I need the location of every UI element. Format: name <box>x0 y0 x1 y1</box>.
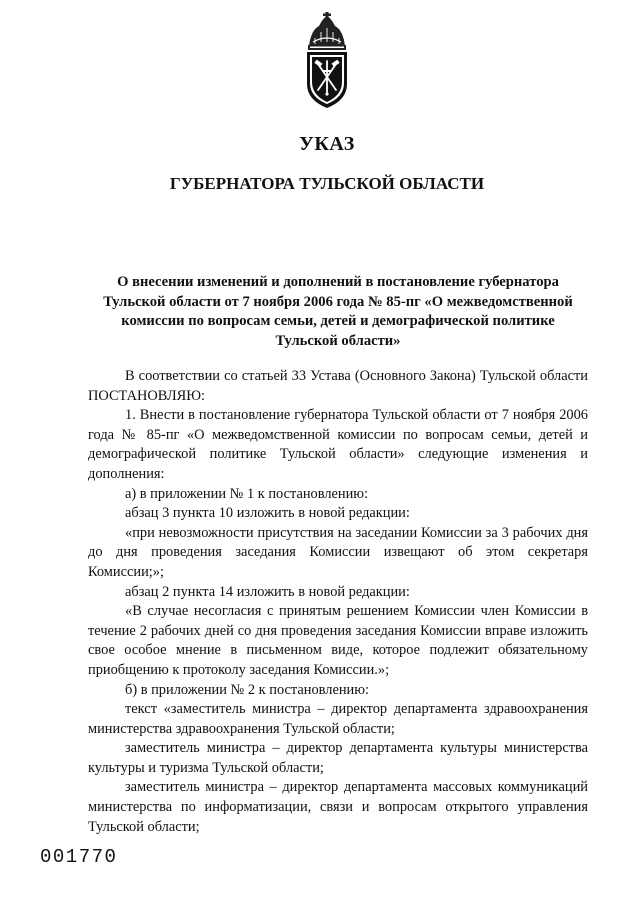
body-paragraph: заместитель министра – директор департамента культуры министерства культуры и туризма Тульской области; <box>88 740 588 776</box>
document-body <box>88 367 588 837</box>
document-heading <box>78 273 598 351</box>
body-paragraph: текст «заместитель министра – директор департамента здравоохранения министерства здравоохранения Тульской области; <box>88 701 588 737</box>
body-paragraph: абзац 3 пункта 10 изложить в новой редакции: <box>125 505 410 522</box>
heading-line: О внесении изменений и дополнений в постановление губернатора <box>117 274 559 290</box>
coat-of-arms-icon <box>301 12 353 110</box>
body-paragraph: абзац 2 пункта 14 изложить в новой редакции: <box>125 583 410 600</box>
heading-line: Тульской области» <box>275 332 401 349</box>
body-paragraph: В соответствии со статьей 33 Устава (Основного Закона) Тульской области ПОСТАНОВЛЯЮ: <box>88 368 588 404</box>
document-subtitle: ГУБЕРНАТОРА ТУЛЬСКОЙ ОБЛАСТИ <box>169 174 485 193</box>
body-paragraph: б) в приложении № 2 к постановлению: <box>125 681 369 698</box>
document-title: УКАЗ <box>299 133 355 155</box>
body-paragraph: «при невозможности присутствия на заседании Комиссии за 3 рабочих дня до дня проведения заседания Комиссии извещают об этом секретаря Комиссии;»; <box>88 524 588 580</box>
serial-number: 001770 <box>40 846 118 868</box>
body-paragraph: 1. Внести в постановление губернатора Тульской области от 7 ноября 2006 года № 85-пг «О межведомственной комиссии по вопросам семьи, детей и демографической политике Тульской области» следующие изменения и дополнения: <box>88 407 588 482</box>
body-paragraph: а) в приложении № 1 к постановлению: <box>125 485 369 502</box>
heading-line: комиссии по вопросам семьи, детей и демографической политике <box>121 313 555 329</box>
body-paragraph: заместитель министра – директор департамента массовых коммуникаций министерства по информатизации, связи и вопросам открытого управления Тульской области; <box>88 779 588 835</box>
heading-line: Тульской области от 7 ноября 2006 года № 85-пг «О межведомственной <box>103 293 573 310</box>
body-paragraph: «В случае несогласия с принятым решением Комиссии член Комиссии в течение 2 рабочих дней со дня проведения заседания Комиссии вправе изложить свое особое мнение в письменном виде, которое подлежит обязательному приобщению к протоколу заседания Комиссии.»; <box>88 603 588 678</box>
